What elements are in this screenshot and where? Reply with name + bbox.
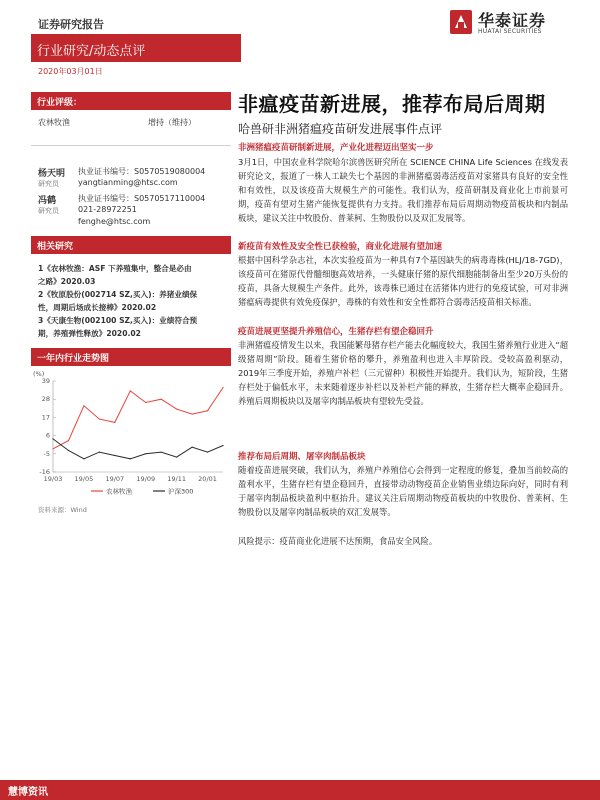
related-item[interactable]: 2《牧原股份(002714 SZ,买入)：养猪业绩保 [38,290,198,299]
data-point [130,390,131,391]
data-point [207,452,208,453]
report-category: 行业研究/动态点评 [37,44,146,59]
data-point [83,405,84,406]
y-tick-label: 6 [45,431,50,440]
data-point [52,448,53,449]
y-tick-label: -5 [43,449,50,458]
y-tick-label: 39 [41,377,50,385]
legend-label: 沪深300 [168,487,194,496]
report-date: 2020年03月01日 [38,67,103,76]
analyst-cert: 执业证书编号：S0570519080004 [78,167,206,176]
section-paragraph: 非洲猪瘟疫情发生以来，我国能繁母猪存栏产能去化幅度较大，我国生猪养殖行业进入“超级猪周期”阶段。随着生猪价格的攀升，养殖盈利也进入丰厚阶段。受较高盈利驱动，2019年三季度开始，养殖户补栏（三元留种）积极性开始提升。我们认为，短阶段，生猪存栏处于偏低水平，未来随着逐步补栏以及补栏产能的释放，生猪存栏大概率企稳回升。养殖后周期板块以及屠宰肉制品板块有望较先受益。 [238,340,568,406]
rating-header-bar [31,92,231,110]
footer-bar [0,780,600,800]
series-line [53,388,223,449]
related-item[interactable]: 3《天康生物(002100 SZ,买入)：业绩符合预 [38,316,198,325]
section-heading: 推荐布局后周期、屠宰肉制品板块 [238,452,366,462]
data-point [114,422,115,423]
data-point [83,458,84,459]
data-point [99,452,100,453]
huatai-logo-icon [450,10,472,34]
data-point [191,447,192,448]
data-point [161,399,162,400]
related-header: 相关研究 [37,242,74,252]
x-tick-label: 20/01 [198,475,217,483]
chart-header-bar [31,348,231,366]
analyst-email[interactable]: fenghe@htsc.com [78,217,151,226]
footer-label: 慧博资讯 [8,787,48,798]
analyst-name: 杨天明 [38,169,66,179]
x-tick-label: 19/09 [136,475,156,483]
related-item[interactable]: 之路》2020.03 [38,277,96,286]
chart-source: 资料来源：Wind [38,506,87,514]
x-tick-label: 19/03 [43,475,63,483]
x-tick-label: 19/05 [74,475,94,483]
data-point [176,409,177,410]
data-point [222,387,223,388]
y-tick-label: -16 [39,468,50,476]
industry-rating: 增持（维持） [148,118,196,127]
data-point [52,438,53,439]
report-type-label: 证券研究报告 [38,18,104,31]
related-header-bar [31,236,231,254]
main-title: 非瘟疫苗新进展，推荐布局后周期 [238,92,546,116]
report-category-bar [31,34,241,62]
data-point [145,453,146,454]
section-paragraph: 随着疫苗进展突破，我们认为，养殖户养殖信心会得到一定程度的修复，叠加当前较高的盈利水平，生猪存栏有望企稳回升，直接带动动物疫苗企业销售业绩边际向好，同时有利于屠宰肉制品板块盈利中枢抬升。建议关注后周期动物疫苗板块的中牧股份、普莱柯、生物股份以及屠宰肉制品板块的双汇发展等。 [238,465,568,517]
analyst-role: 研究员 [38,180,59,188]
section-heading: 新疫苗有效性及安全性已获检验，商业化进展有望加速 [238,242,443,252]
related-item[interactable]: 性，周期后场成长接棒》2020.02 [38,303,157,312]
logo-chinese-text: 华泰证券 [478,11,547,30]
x-tick-label: 19/07 [105,475,125,483]
x-tick-label: 19/11 [167,475,187,483]
data-point [191,413,192,414]
y-tick-label: 17 [41,413,50,422]
data-point [68,450,69,451]
data-point [222,445,223,446]
subtitle: 哈兽研非洲猪瘟疫苗研发进展事件点评 [238,122,443,136]
chart-header: 一年内行业走势图 [37,354,110,364]
legend-label: 农林牧渔 [106,487,132,496]
section-heading: 疫苗进展更坚提升养殖信心，生猪存栏有望企稳回升 [238,327,434,337]
rating-header: 行业评级： [37,98,83,108]
analyst-cert: 执业证书编号：S0570517110004 [78,194,206,203]
data-point [130,458,131,459]
series-line [53,439,223,459]
industry-name: 农林牧渔 [38,118,70,127]
huatai-logo [450,8,570,38]
y-tick-label: 28 [41,395,50,404]
data-point [114,455,115,456]
data-point [145,402,146,403]
analyst-phone: 021-28972251 [78,205,137,214]
data-point [161,452,162,453]
y-axis-unit: (%) [33,370,45,378]
risk-warning: 风险提示：疫苗商业化进展不达预期，食品安全风险。 [238,536,438,546]
related-item[interactable]: 1《农林牧渔：ASF 下养殖集中，整合是必由 [38,264,192,273]
logo-english-text: HUATAI SECURITIES [478,28,542,35]
analyst-name: 冯鹤 [38,196,57,206]
section-paragraph: 根据中国科学杂志社，本次实验疫苗为一种具有7个基因缺失的病毒毒株(HLJ/18-7GD)，该疫苗可在猪原代骨髓细胞高效培养，一头健康仔猪的原代细胞能制备出至少20万头份的疫苗，具备大规模生产条件。此外，该毒株已通过在活猪体内进行的免疫试验，可对非洲猪瘟病毒提供有效免疫保护，毒株的有效性和安全性都符合弱毒活疫苗相关标准。 [238,255,568,307]
analyst-role: 研究员 [38,207,59,215]
analyst-email[interactable]: yangtianming@htsc.com [78,178,178,187]
related-item[interactable]: 期，养殖弹性释放》2020.02 [38,329,141,338]
data-point [68,440,69,441]
sidebar-divider [31,145,231,146]
industry-trend-chart [31,367,231,502]
section-paragraph: 3月1日，中国农业科学院哈尔滨兽医研究所在 SCIENCE CHINA Life Sciences 在线发表研究论文，报道了一株人工缺失七个基因的非洲猪瘟弱毒活疫苗对家猪具有良好的安全性和有效性，以及该疫苗大规模生产的可能性。我们认为，疫苗研制及商业化上市前景可期，疫苗有望对生猪产能恢复提供有力支持。我们推荐布局后周期动物疫苗板块和内制品板块，建议关注中牧股份、普莱柯、生物股份以及双汇发展等。 [238,157,568,223]
data-point [176,457,177,458]
data-point [99,418,100,419]
section-heading: 非洲猪瘟疫苗研制新进展，产业化进程迈出坚实一步 [238,143,434,153]
data-point [207,410,208,411]
